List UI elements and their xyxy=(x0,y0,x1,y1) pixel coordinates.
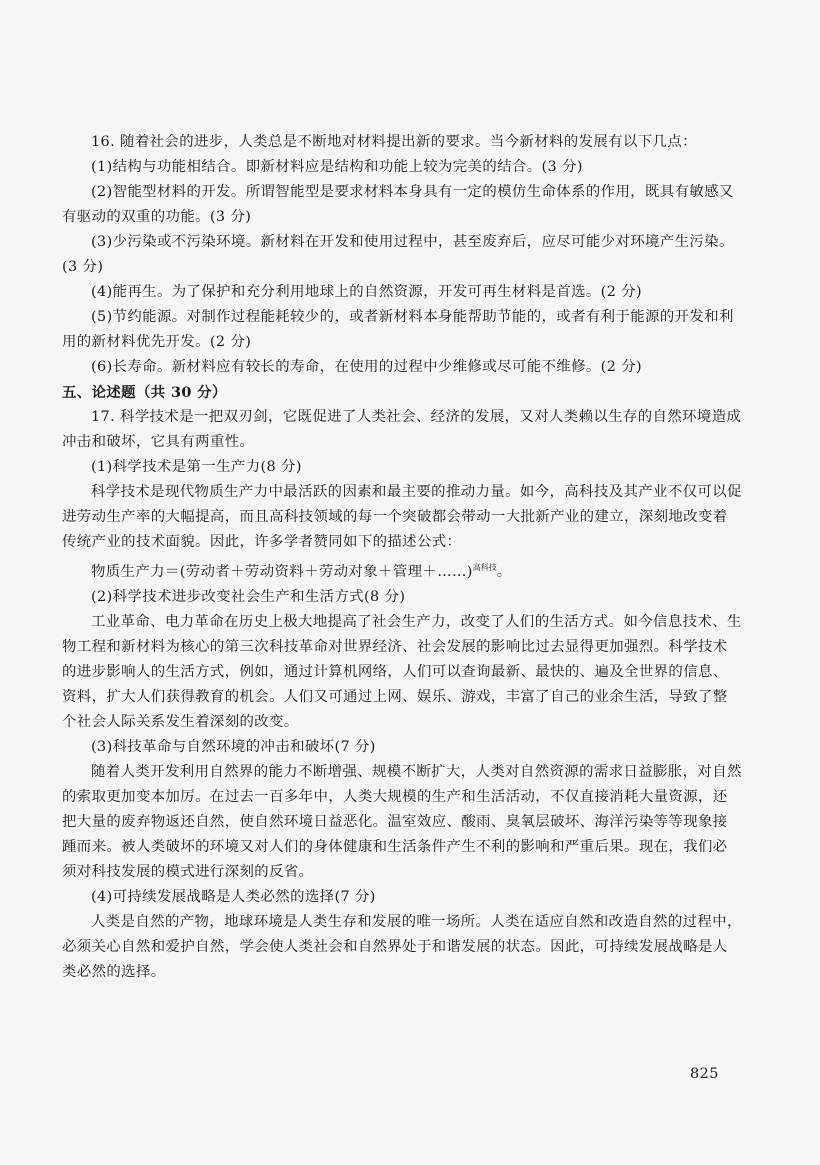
q17-part3-text: 随着人类开发利用自然界的能力不断增强、规模不断扩大，人类对自然资源的需求日益膨胀，对自然的索取更加变本加厉。在过去一百多年中，人类大规模的生产和生活活动，不仅直接消耗大量资源，还把大量的废弃物返还自然，使自然环境日益恶化。温室效应、酸雨、臭氧层破坏、海洋污染等等现象接踵而来。被人类破坏的环境又对人们的身体健康和生活条件产生不利的影响和严重后果。现在，我们必须对科技发展的模式进行深刻的反省。 xyxy=(62,764,742,880)
q17-part4-heading: (4)可持续发展战略是人类必然的选择(7 分) xyxy=(91,889,376,905)
q16-item-3: (3)少污染或不污染环境。新材料在开发和使用过程中，甚至废弃后，应尽可能少对环境产生污染。(3 分) xyxy=(62,234,734,275)
q17-part3-heading: (3)科技革命与自然环境的冲击和破坏(7 分) xyxy=(91,739,376,755)
q16-item-2: (2)智能型材料的开发。所谓智能型是要求材料本身具有一定的模仿生命体系的作用，既具有敏感又有驱动的双重的功能。(3 分) xyxy=(62,184,734,225)
q16-item-4: (4)能再生。为了保护和充分利用地球上的自然资源，开发可再生材料是首选。(2 分) xyxy=(91,284,643,300)
formula-body: 物质生产力＝(劳动者＋劳动资料＋劳动对象＋管理＋……) xyxy=(91,564,473,580)
q16-item-5: (5)节约能源。对制作过程能耗较少的，或者新材料本身能帮助节能的，或者有利于能源的开发和利用的新材料优先开发。(2 分) xyxy=(62,309,734,350)
q16-item-1: (1)结构与功能相结合。即新材料应是结构和功能上较为完美的结合。(3 分) xyxy=(91,159,583,175)
q16-item-6: (6)长寿命。新材料应有较长的寿命，在使用的过程中少维修或尽可能不维修。(2 分) xyxy=(91,359,643,375)
q17-part2-heading: (2)科学技术进步改变社会生产和生活方式(8 分) xyxy=(91,589,406,605)
page-body xyxy=(62,130,742,985)
q17-part1-text: 科学技术是现代物质生产力中最活跃的因素和最主要的推动力量。如今，高科技及其产业不仅可以促进劳动生产率的大幅提高，而且高科技领域的每一个突破都会带动一大批新产业的建立，深刻地改变着传统产业的技术面貌。因此，许多学者赞同如下的描述公式： xyxy=(62,484,742,550)
q17-part4-text: 人类是自然的产物，地球环境是人类生存和发展的唯一场所。人类在适应自然和改造自然的过程中，必须关心自然和爱护自然，学会使人类社会和自然界处于和谐发展的状态。因此，可持续发展战略是人类必然的选择。 xyxy=(62,914,742,980)
productivity-formula xyxy=(62,555,742,585)
q16-intro: 16. 随着社会的进步，人类总是不断地对材料提出新的要求。当今新材料的发展有以下几点： xyxy=(91,134,697,150)
q17-intro: 17. 科学技术是一把双刃剑，它既促进了人类社会、经济的发展，又对人类赖以生存的自然环境造成冲击和破坏，它具有两重性。 xyxy=(62,409,742,450)
q17-part2-text: 工业革命、电力革命在历史上极大地提高了社会生产力，改变了人们的生活方式。如今信息技术、生物工程和新材料为核心的第三次科技革命对世界经济、社会发展的影响比过去显得更加强烈。科学技术的进步影响人的生活方式，例如，通过计算机网络，人们可以查询最新、最快的、遍及全世界的信息、资料，扩大人们获得教育的机会。人们又可通过上网、娱乐、游戏，丰富了自己的业余生活，导致了整个社会人际关系发生着深刻的改变。 xyxy=(62,614,742,730)
section-5-title: 五、论述题（共 30 分） xyxy=(62,384,227,401)
formula-end: 。 xyxy=(496,564,512,580)
formula-superscript: 高科技 xyxy=(472,563,497,572)
q17-part1-heading: (1)科学技术是第一生产力(8 分) xyxy=(91,459,302,475)
page-number: 825 xyxy=(690,1066,719,1082)
